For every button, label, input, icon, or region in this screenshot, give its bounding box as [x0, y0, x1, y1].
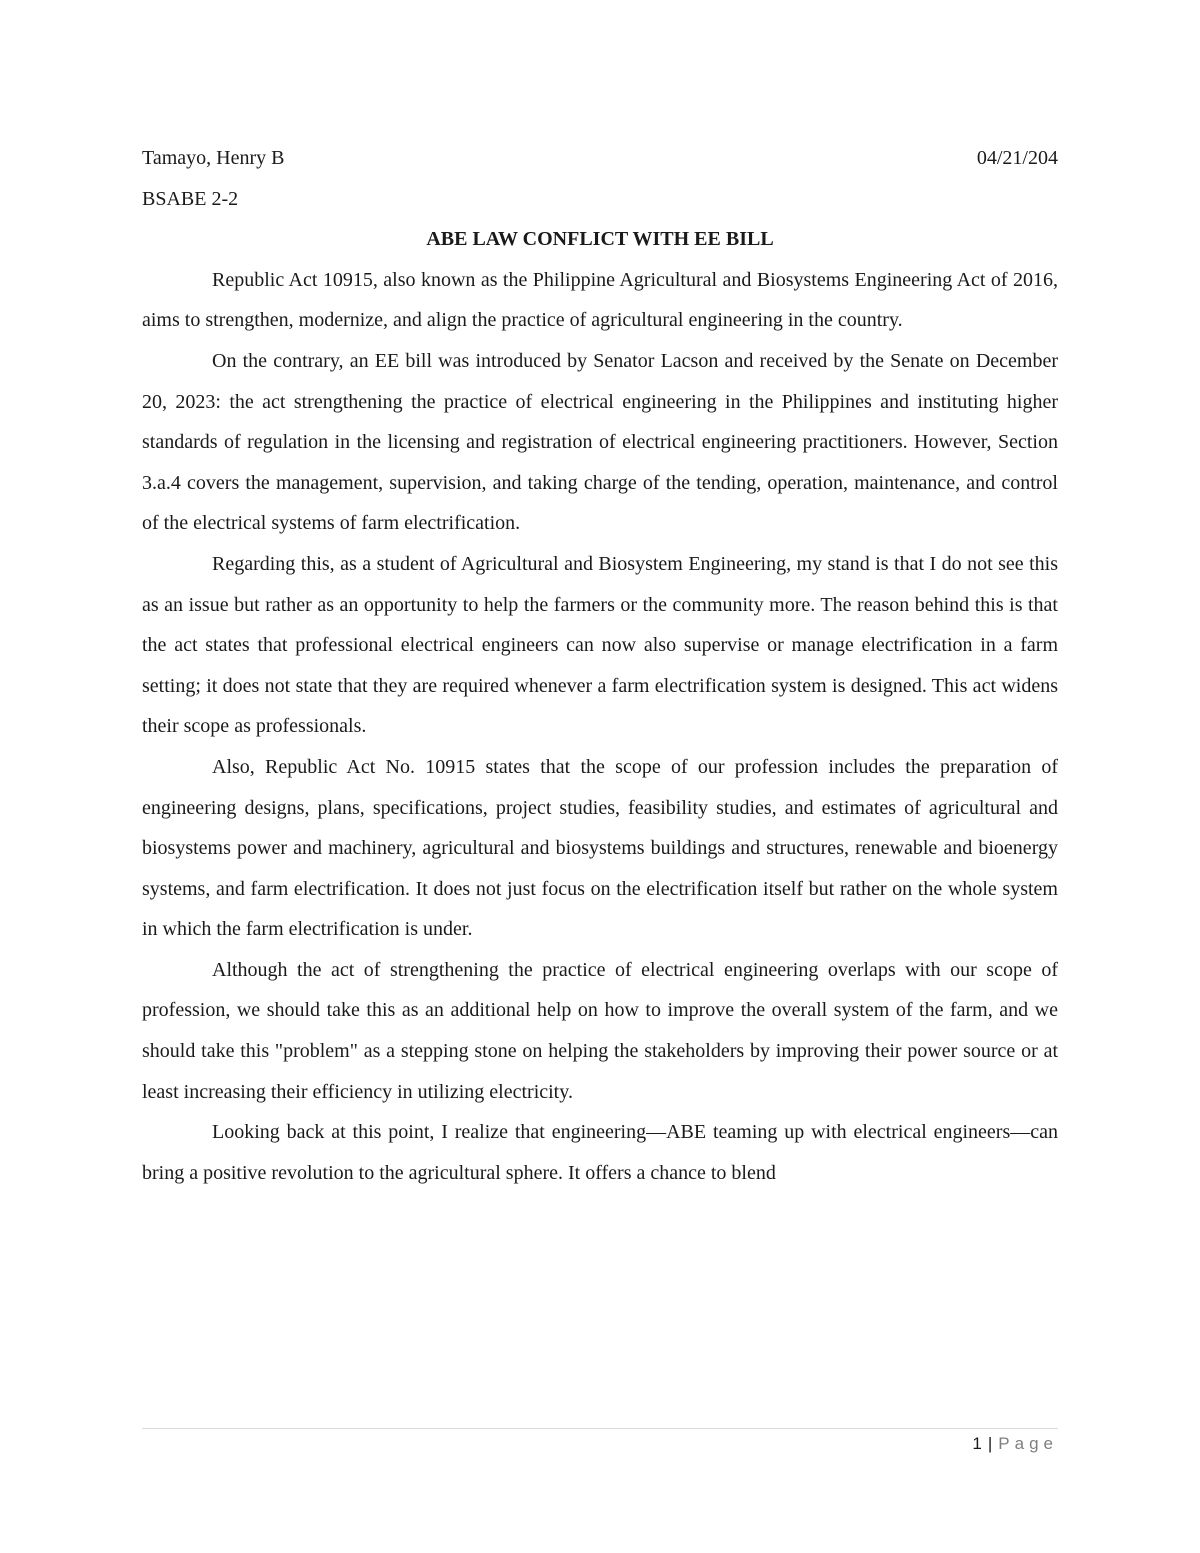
author-name: Tamayo, Henry B: [142, 147, 285, 169]
footer-separator: |: [987, 1434, 993, 1453]
paragraph-3: Regarding this, as a student of Agricultural and Biosystem Engineering, my stand is that I do not see this as an issue but rather as an opportunity to help the farmers or the community more. The reason behind this is that the act states that professional electrical engineers can now also supervise or manage electrification in a farm setting; it does not state that they are required whenever a farm electrification system is designed. This act widens their scope as professionals.: [142, 552, 1058, 738]
paragraph-6: Looking back at this point, I realize that engineering—ABE teaming up with electrical engineers—can bring a positive revolution to the agricultural sphere. It offers a chance to blend: [142, 1121, 1058, 1184]
document-date: 04/21/204: [976, 147, 1058, 169]
document-body: [142, 138, 1058, 1193]
paragraph-4: Also, Republic Act No. 10915 states that the scope of our profession includes the preparation of engineering designs, plans, specifications, project studies, feasibility studies, and estimates of agricultural and biosystems power and machinery, agricultural and biosystems buildings and structures, renewable and bioenergy systems, and farm electrification. It does not just focus on the electrification itself but rather on the whole system in which the farm electrification is under.: [142, 755, 1058, 941]
paragraph-5: Although the act of strengthening the practice of electrical engineering overlaps with our scope of profession, we should take this as an additional help on how to improve the overall system of the farm, and we should take this "problem" as a stepping stone on helping the stakeholders by improving their power source or at least increasing their efficiency in utilizing electricity.: [142, 958, 1058, 1103]
paragraph-2: On the contrary, an EE bill was introduced by Senator Lacson and received by the Senate on December 20, 2023: the act strengthening the practice of electrical engineering in the Philippines and instituting higher standards of regulation in the licensing and registration of electrical engineering practitioners. However, Section 3.a.4 covers the management, supervision, and taking charge of the tending, operation, maintenance, and control of the electrical systems of farm electrification.: [142, 349, 1058, 535]
page-number: 1: [972, 1434, 982, 1453]
header-row: [142, 138, 1058, 179]
document-title: ABE LAW CONFLICT WITH EE BILL: [426, 228, 774, 251]
page-label: Page: [998, 1434, 1058, 1453]
page-footer: [972, 1434, 1058, 1454]
footer-divider: [142, 1428, 1058, 1429]
class-section: BSABE 2-2: [142, 187, 239, 210]
paragraph-1: Republic Act 10915, also known as the Philippine Agricultural and Biosystems Engineering Act of 2016, aims to strengthen, modernize, and align the practice of agricultural engineering in the country.: [142, 268, 1058, 332]
